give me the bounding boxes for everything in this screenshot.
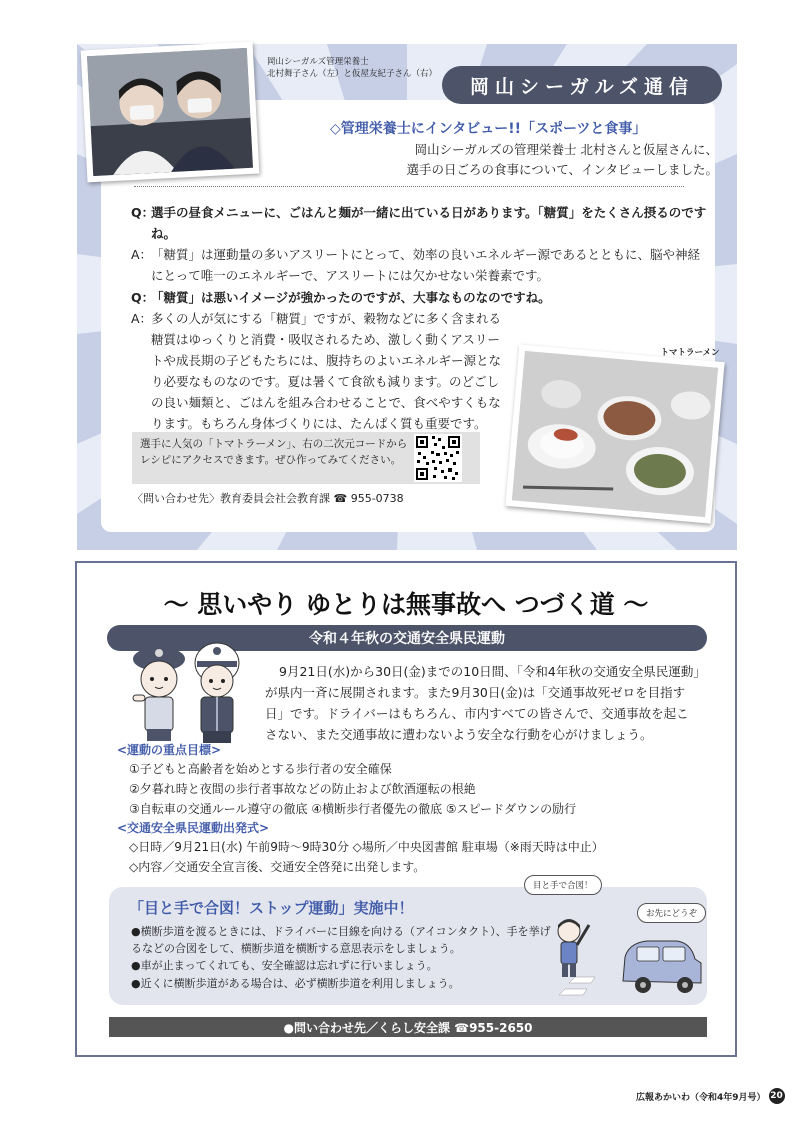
question-2 <box>131 287 711 308</box>
stop-campaign-title: 「目と手で合図！ストップ運動」実施中！ <box>129 899 414 917</box>
goals-heading: <運動の重点目標> <box>117 743 222 757</box>
a-text: 多くの人が気にする「糖質」ですが、穀物などに多く含まれる糖質はゆっくりと消費・吸収されるため、激しく動くアスリートや成長期の子どもたちには、腹持ちのよいエネルギー源となり必要なものなのです。夏は暑くて食欲も減ります。のどごしの良い麺類と、ごはんを組み合わせることで、食べやすくもなります。もちろん身体づくりには、たんぱく質も重要です。 <box>151 311 502 431</box>
goal-item: ①子どもと高齢者を始めとする歩行者の安全確保 <box>129 762 392 776</box>
answer-2 <box>131 308 511 434</box>
page-number: 20 <box>769 1088 785 1104</box>
meal-tray-image <box>512 351 718 517</box>
ceremony-content: ◇内容／交通安全宣言後、交通安全啓発に出発します。 <box>129 860 426 874</box>
campaign-band: 令和４年秋の交通安全県民運動 <box>107 625 707 651</box>
dotted-divider <box>134 186 684 187</box>
page-footer <box>636 1088 785 1104</box>
intro-line-2: 選手の日ごろの食事について、インタビューしました。 <box>406 162 718 177</box>
stop-bullet: ●車が止まってくれても、安全確認は忘れずに行いましょう。 <box>131 959 438 972</box>
recipe-note-text: 選手に人気の「トマトラーメン」、右の二次元コードからレシピにアクセスできます。ぜひ作ってみてください。 <box>140 438 408 466</box>
campaign-description: 9月21日(水)から30日(金)までの10日間、「令和4年秋の交通安全県民運動」が県内一斉に展開されます。また9月30日(金)は「交通事故死ゼロを目指す日」です。ドライバーはもちろん、市内すべての皆さんで、交通事故を起こさない、また交通事故に遭わないよう安全な行動を心がけましょう。 <box>265 664 700 742</box>
two-people-image <box>87 48 253 176</box>
caption-line-1: 岡山シーガルズ管理栄養士 <box>267 57 369 67</box>
car-speech-bubble: お先にどうぞ <box>637 903 706 923</box>
q-text: 「糖質」は悪いイメージが強かったのですが、大事なものなのですね。 <box>151 290 551 305</box>
a-mark: A： <box>131 311 153 326</box>
tomato-ramen-label: トマトラーメン <box>660 348 720 358</box>
q-mark: Q： <box>131 290 155 305</box>
interview-heading: ◇管理栄養士にインタビュー!!「スポーツと食事」 <box>330 121 647 137</box>
caption-line-2: 北村舞子さん（左）と仮屋友紀子さん（右） <box>267 69 438 79</box>
tomato-ramen-photo <box>505 344 724 523</box>
traffic-contact-bar: ●問い合わせ先／くらし安全課 ☎955-2650 <box>109 1017 707 1037</box>
a-text: 「糖質」は運動量の多いアスリートにとって、効率の良いエネルギー源であるとともに、脳や神経にとって唯一のエネルギーで、アスリートには欠かせない栄養素です。 <box>151 247 701 283</box>
nutritionists-photo <box>81 42 260 183</box>
qr-code-icon <box>414 434 462 482</box>
seagulls-title: 岡山シーガルズ通信 <box>442 66 722 104</box>
traffic-safety-section <box>75 561 737 1057</box>
qr-code[interactable] <box>414 434 462 482</box>
stop-bullet: ●近くに横断歩道がある場合は、必ず横断歩道を利用しましょう。 <box>131 977 460 990</box>
traffic-slogan: 〜 思いやり ゆとりは無事故へ つづく道 〜 <box>163 590 649 619</box>
question-1 <box>131 202 711 244</box>
intro-line-1: 岡山シーガルズの管理栄養士 北村さんと仮屋さんに、 <box>414 142 718 157</box>
seagulls-contact: 〈問い合わせ先〉教育委員会社会教育課 ☎ 955-0738 <box>132 492 404 505</box>
goal-item: ③自転車の交通ルール遵守の徹底 ④横断歩行者優先の徹底 ⑤スピードダウンの励行 <box>129 802 577 816</box>
goal-item: ②夕暮れ時と夜間の歩行者事故などの防止および飲酒運転の根絶 <box>129 782 476 796</box>
ceremony-heading: <交通安全県民運動出発式> <box>117 821 270 835</box>
interview-intro <box>318 140 718 180</box>
police-officers-illustration <box>125 637 251 749</box>
answer-1 <box>131 244 711 286</box>
child-speech-bubble: 目と手で合図！ <box>524 875 602 895</box>
q-text: 選手の昼食メニューに、ごはんと麺が一緒に出ている日があります。「糖質」をたくさん摂るのですね。 <box>151 205 707 241</box>
stop-bullet: ●横断歩道を渡るときには、ドライバーに目線を向ける（アイコンタクト）、手を挙げるなどの合図をして、横断歩道を横断する意思表示をしましょう。 <box>131 925 551 955</box>
photo-caption <box>267 56 457 80</box>
a-mark: A： <box>131 247 153 262</box>
publication-name: 広報あかいわ（令和4年9月号） <box>636 1092 766 1103</box>
q-mark: Q： <box>131 205 155 220</box>
ceremony-date-place: ◇日時／9月21日(水) 午前9時〜9時30分 ◇場所／中央図書館 駐車場（※雨天時は中止） <box>129 840 604 854</box>
